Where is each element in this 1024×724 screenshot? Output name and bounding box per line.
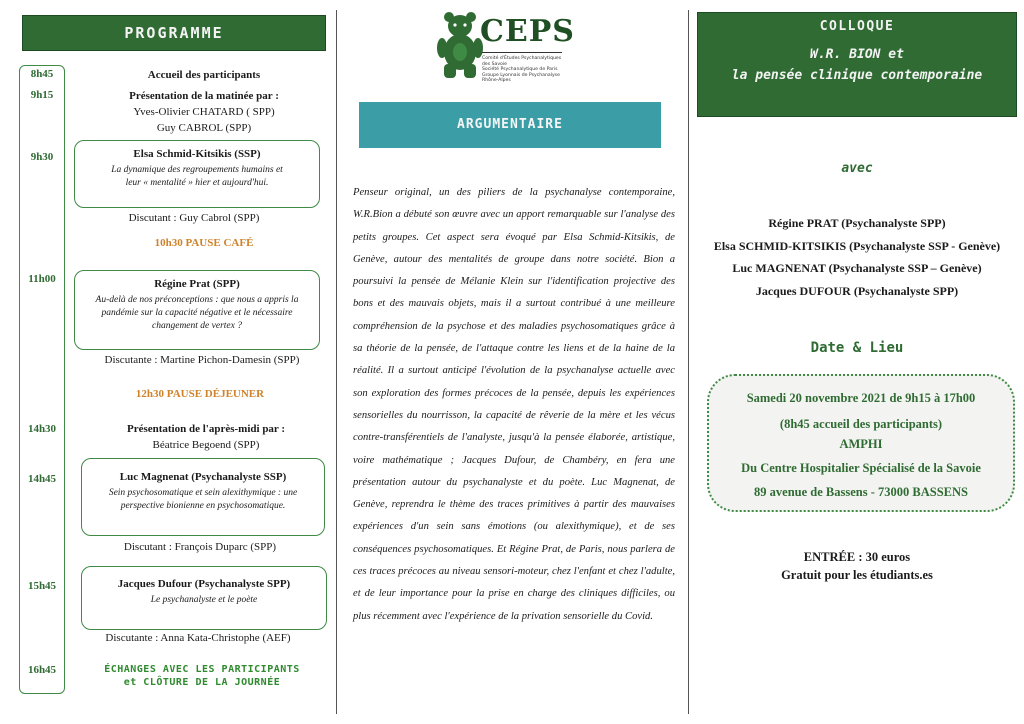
talk-subtitle-line: leur « mentalité » hier et aujourd'hui. (125, 178, 269, 188)
talk-box-schmid-kitsikis (74, 140, 320, 208)
talk-subtitle-line: Sein psychosomatique et sein alexithymique : une (108, 488, 298, 498)
talk-subtitle-line: Au-delà de nos préconceptions : que nous a appris la (95, 295, 299, 305)
talk-subtitle-line: Le psychanalyste et le poète (150, 595, 258, 605)
time-14h30: 14h30 (27, 423, 57, 435)
pause-cafe: 10h30 PAUSE CAFÉ (154, 237, 254, 249)
speaker-item: Luc MAGNENAT (Psychanalyste SSP – Genève) (732, 261, 982, 275)
argumentaire-header-label: ARGUMENTAIRE (457, 117, 563, 132)
column-divider-right (688, 10, 689, 714)
logo-subtitle-line: Société Psychanalytique de Paris (482, 67, 558, 73)
afternoon-intro (90, 421, 322, 453)
ceps-logo (436, 12, 575, 84)
talk-box-prat (74, 270, 320, 350)
afternoon-intro-title: Présentation de l'après-midi par : (126, 423, 286, 435)
morning-intro (86, 88, 322, 136)
talk-box-magnenat (81, 458, 325, 536)
discussant: Discutante : Anna Kata-Christophe (AEF) (105, 632, 291, 644)
logo-name: CEPS (480, 14, 575, 49)
date-lieu-title: Date & Lieu (810, 340, 904, 356)
entry-price: ENTRÉE : 30 euros (803, 550, 911, 564)
discussant: Discutant : Guy Cabrol (SPP) (128, 212, 260, 224)
speaker-list (697, 212, 1017, 302)
talk-subtitle-line: pandémie sur la capacité négative et le nécessaire (101, 308, 293, 318)
time-16h45: 16h45 (27, 664, 57, 676)
morning-presenter-2: Guy CABROL (SPP) (156, 122, 252, 134)
column-divider-left (336, 10, 337, 714)
afternoon-presenter: Béatrice Begoend (SPP) (152, 439, 260, 451)
discussant: Discutante : Martine Pichon-Damesin (SPP) (104, 354, 300, 366)
date-line: Du Centre Hospitalier Spécialisé de la Savoie (741, 461, 981, 475)
bear-logo-icon (436, 12, 484, 80)
talk-subtitle (75, 164, 319, 190)
morning-presenter-1: Yves-Olivier CHATARD ( SPP) (133, 106, 275, 118)
closing-line: ÉCHANGES AVEC LES PARTICIPANTS (104, 664, 300, 675)
talk-title: Luc Magnenat (Psychanalyste SSP) (119, 471, 287, 483)
discussant: Discutant : François Duparc (SPP) (123, 541, 277, 553)
colloque-header: COLLOQUE (819, 19, 895, 34)
speaker-item: Régine PRAT (Psychanalyste SPP) (768, 216, 946, 230)
logo-subtitle-line: Groupe Lyonnais de Psychanalyse Rhône-Alpes (482, 72, 560, 84)
programme-header-label: PROGRAMME (124, 24, 224, 42)
morning-intro-title: Présentation de la matinée par : (129, 90, 279, 102)
date-line: 89 avenue de Bassens - 73000 BASSENS (754, 485, 968, 499)
time-15h45: 15h45 (27, 580, 57, 592)
colloque-title-line2: la pensée clinique contemporaine (731, 68, 983, 83)
talk-title: Elsa Schmid-Kitsikis (SSP) (133, 148, 261, 160)
time-9h30: 9h30 (30, 151, 54, 163)
talk-subtitle (82, 594, 326, 607)
logo-subtitle-line: Comité d'Études Psychanalytiques des Savoie (482, 56, 562, 67)
argumentaire-text: Penseur original, un des piliers de la psychanalyse contemporaine, W.R.Bion a débuté son œuvre avec un apport remarquable sur l'analyse des petits groupes. Cet aspect sera évoqué par Elsa Schmid-Kitsikis, de Genève, autour des mentalités de groupe dans notre société. Bion a poursuivi la pensée de Mélanie Klein sur l'identification projective des bons et des mauvais objets, mais il a surtout contribué à une meilleure compréhension de la psychose et des maladies psychosomatiques grâce à sa théorie de la pensée, de l'attaque contre les liens et de la haine de la réalité. Il a surtout anticipé l'évolution de la psychanalyse actuelle avec son exploration des formes précoces de la pensée, depuis les expériences sensorielles du nourrisson, la capacité de rêverie de la mère et les vécus contre-transférentiels de l'analyste, jusqu'à la pensée élaborée, artistique, voire mathématique ; Jacques Dufour, de Chambéry, en fera une présentation autour du psychanalyste et du poète. Luc Magnenat, de Genève, reprendra le thème des traces primitives à partir des mauvaises expériences d'un sein sans émotions (ou alexithymique), et de ses conséquences psychosomatiques. Et Régine Prat, de Paris, nous parlera de ces traces précoces au niveau sensori-moteur, chez l'enfant et chez l'adulte, et de leur importance pour la prise en charge des cliniques difficiles, ou plus récemment avec l'expérience de la privation sensorielle du Covid. (353, 187, 675, 622)
date-line: AMPHI (839, 437, 883, 451)
talk-subtitle (75, 294, 319, 333)
time-8h45: 8h45 (30, 68, 54, 80)
talk-subtitle-line: perspective bionienne en psychosomatique. (120, 501, 286, 511)
pause-dejeuner: 12h30 PAUSE DÉJEUNER (135, 388, 265, 400)
talk-subtitle-line: La dynamique des regroupements humains et (111, 165, 283, 175)
time-11h00: 11h00 (28, 273, 56, 285)
logo-rule (482, 52, 562, 53)
closing-line: et CLÔTURE DE LA JOURNÉE (123, 677, 281, 688)
date-location-box (707, 374, 1015, 512)
talk-title: Jacques Dufour (Psychanalyste SPP) (117, 578, 291, 590)
date-line: (8h45 accueil des participants) (779, 417, 943, 431)
avec-label: avec (841, 161, 873, 176)
talk-box-dufour (81, 566, 327, 630)
talk-subtitle (82, 487, 324, 513)
colloque-title-line1: W.R. BION et (810, 47, 904, 62)
student-free: Gratuit pour les étudiants.es (781, 568, 933, 582)
programme-header (22, 15, 326, 51)
time-9h15: 9h15 (30, 89, 54, 101)
talk-subtitle-line: changement de vertex ? (152, 321, 242, 331)
speaker-item: Elsa SCHMID-KITSIKIS (Psychanalyste SSP - Genève) (713, 238, 1001, 253)
date-line: Samedi 20 novembre 2021 de 9h15 à 17h00 (746, 391, 976, 405)
speaker-item: Jacques DUFOUR (Psychanalyste SPP) (755, 283, 959, 298)
entry-info (697, 548, 1017, 584)
logo-subtitle (482, 56, 566, 84)
welcome-label: Accueil des participants (147, 69, 261, 81)
closing-session (80, 663, 324, 689)
talk-title: Régine Prat (SPP) (154, 278, 240, 290)
colloque-banner (697, 12, 1017, 117)
argumentaire-header (359, 102, 661, 148)
time-14h45: 14h45 (27, 473, 57, 485)
